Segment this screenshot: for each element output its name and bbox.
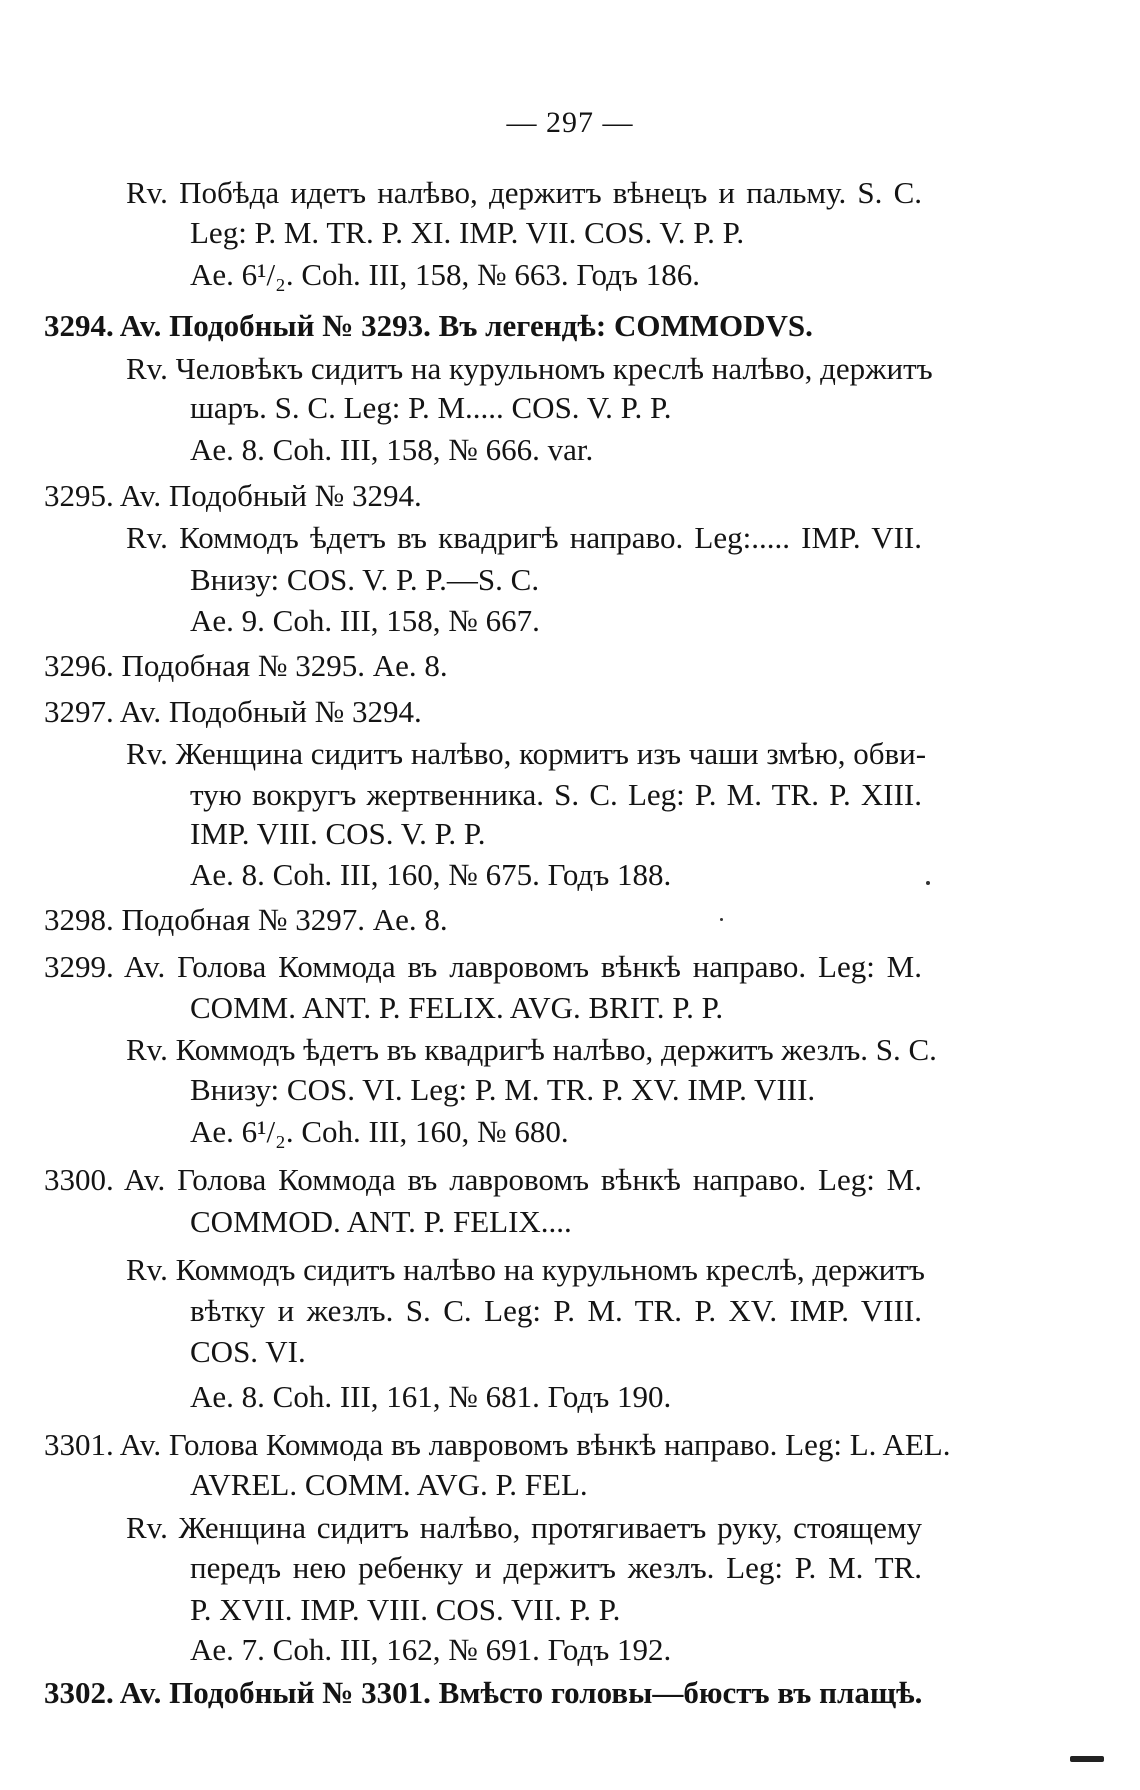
entry-3295: 3295. Av. Подобный № 3294. bbox=[44, 478, 422, 513]
text-line: шаръ. S. C. Leg: P. M..... COS. V. P. P. bbox=[190, 390, 672, 425]
text-line: Leg: P. M. TR. P. XI. IMP. VII. COS. V. P. P. bbox=[190, 215, 745, 250]
entry-3300: 3300. Av. Голова Коммода въ лавровомъ вѣнкѣ направо. Leg: M. bbox=[44, 1162, 922, 1197]
entry-3301: 3301. Av. Голова Коммода въ лавровомъ вѣнкѣ направо. Leg: L. AEL. bbox=[44, 1427, 951, 1462]
text-line: Ae. 8. Coh. III, 158, № 666. var. bbox=[190, 432, 594, 467]
text-line: Rv. Коммодъ сидитъ налѣво на курульномъ креслѣ, держитъ bbox=[126, 1252, 925, 1287]
text-line: Rv. Коммодъ ѣдетъ въ квадригѣ направо. Leg:..... IMP. VII. bbox=[126, 520, 922, 555]
text-line: вѣтку и жезлъ. S. C. Leg: P. M. TR. P. XV. IMP. VIII. bbox=[190, 1293, 922, 1328]
text-line: P. XVII. IMP. VIII. COS. VII. P. P. bbox=[190, 1592, 621, 1627]
text-line: Rv. Женщина сидитъ налѣво, кормитъ изъ чаши змѣю, обви- bbox=[126, 736, 927, 771]
text-line: Rv. Коммодъ ѣдетъ въ квадригѣ налѣво, держитъ жезлъ. S. C. bbox=[126, 1032, 937, 1067]
text-line: Ae. 8. Coh. III, 160, № 675. Годъ 188. bbox=[190, 857, 672, 892]
text-line: передъ нею ребенку и держитъ жезлъ. Leg: P. M. TR. bbox=[190, 1550, 922, 1585]
text-line: COMMOD. ANT. P. FELIX.... bbox=[190, 1204, 572, 1239]
entry-3297: 3297. Av. Подобный № 3294. bbox=[44, 694, 422, 729]
entry-3294: 3294. Av. Подобный № 3293. Въ легендѣ: COMMODVS. bbox=[44, 308, 813, 343]
text-line: Внизу: COS. VI. Leg: P. M. TR. P. XV. IMP. VIII. bbox=[190, 1072, 816, 1107]
scan-speck bbox=[720, 918, 723, 921]
text-line: тую вокругъ жертвенника. S. C. Leg: P. M. TR. P. XIII. bbox=[190, 777, 922, 812]
entry-3299: 3299. Av. Голова Коммода въ лавровомъ вѣнкѣ направо. Leg: M. bbox=[44, 949, 922, 984]
text-line: Ae. 8. Coh. III, 161, № 681. Годъ 190. bbox=[190, 1379, 672, 1414]
text-line: COS. VI. bbox=[190, 1334, 306, 1369]
text-line: Rv. Побѣда идетъ налѣво, держитъ вѣнецъ и пальму. S. C. bbox=[126, 175, 922, 210]
text-line: COMM. ANT. P. FELIX. AVG. BRIT. P. P. bbox=[190, 990, 724, 1025]
scan-mark bbox=[1070, 1756, 1104, 1762]
text-line: Внизу: COS. V. P. P.—S. C. bbox=[190, 562, 540, 597]
entry-3298: 3298. Подобная № 3297. Ae. 8. bbox=[44, 902, 448, 937]
entry-3296: 3296. Подобная № 3295. Ae. 8. bbox=[44, 648, 448, 683]
text-line: Rv. Человѣкъ сидитъ на курульномъ креслѣ налѣво, держитъ bbox=[126, 351, 933, 386]
text-line: Rv. Женщина сидитъ налѣво, протягиваетъ руку, стоящему bbox=[126, 1510, 922, 1545]
text-line: Ae. 6¹/₂. Coh. III, 160, № 680. bbox=[190, 1114, 569, 1149]
page-number: — 297 — bbox=[506, 106, 634, 139]
text-line: Ae. 6¹/₂. Coh. III, 158, № 663. Годъ 186. bbox=[190, 257, 700, 292]
text-line: Ae. 7. Coh. III, 162, № 691. Годъ 192. bbox=[190, 1632, 672, 1667]
text-line: Ae. 9. Coh. III, 158, № 667. bbox=[190, 603, 540, 638]
text-line: IMP. VIII. COS. V. P. P. bbox=[190, 816, 486, 851]
scan-speck bbox=[926, 881, 930, 885]
entry-3302: 3302. Av. Подобный № 3301. Вмѣсто головы—бюстъ въ плащѣ. bbox=[44, 1675, 923, 1710]
text-line: AVREL. COMM. AVG. P. FEL. bbox=[190, 1467, 588, 1502]
